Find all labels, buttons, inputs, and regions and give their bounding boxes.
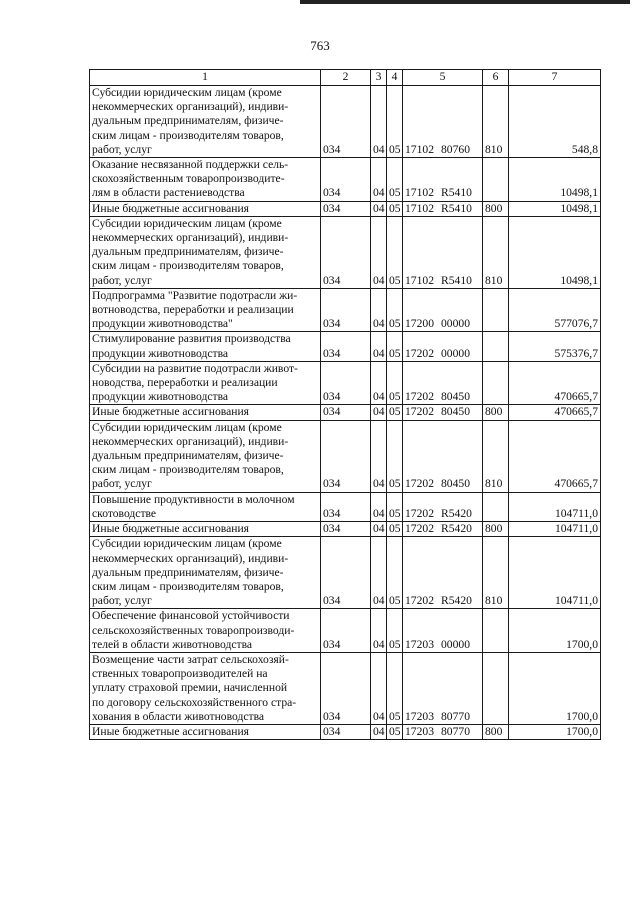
row-expense-type xyxy=(483,288,509,332)
row-name-line: некоммерческих организаций), индиви- xyxy=(92,551,289,565)
row-subsection-code: 05 xyxy=(387,332,403,361)
row-subsection-code: 05 xyxy=(387,86,403,158)
row-ministry-code: 034 xyxy=(321,332,371,361)
row-subsection-code: 05 xyxy=(387,201,403,216)
table-row xyxy=(90,609,601,653)
table-row xyxy=(90,724,601,739)
row-name-line: по договору сельскохозяйственного стра- xyxy=(92,695,297,709)
row-name-line: Субсидии юридическим лицам (кроме xyxy=(92,86,282,99)
table-row xyxy=(90,492,601,521)
row-target-code xyxy=(403,288,483,332)
row-target-code-direction: R5410 xyxy=(441,201,472,215)
row-name-line: Субсидии на развитие подотрасли живот- xyxy=(92,361,298,375)
row-amount: 104711,0 xyxy=(509,522,601,537)
row-expense-type: 810 xyxy=(483,216,509,288)
table-row xyxy=(90,361,601,405)
header-col-7: 7 xyxy=(509,70,601,86)
row-section-code: 04 xyxy=(371,405,387,420)
row-section-code: 04 xyxy=(371,216,387,288)
row-target-code-program: 17203 xyxy=(405,709,434,723)
row-name-line: Субсидии юридическим лицам (кроме xyxy=(92,216,282,230)
row-target-code-direction: R5420 xyxy=(441,522,472,536)
row-target-code-direction: 80760 xyxy=(441,142,470,156)
row-name xyxy=(90,492,321,521)
row-target-code-program: 17202 xyxy=(405,346,434,360)
row-name-line: Субсидии юридическим лицам (кроме xyxy=(92,420,282,434)
row-name-line: ским лицам - производителям товаров, xyxy=(92,463,284,477)
row-expense-type xyxy=(483,492,509,521)
row-name xyxy=(90,201,321,216)
row-expense-type xyxy=(483,609,509,653)
row-ministry-code: 034 xyxy=(321,405,371,420)
row-amount: 10498,1 xyxy=(509,158,601,202)
row-expense-type: 810 xyxy=(483,420,509,492)
row-subsection-code: 05 xyxy=(387,609,403,653)
row-ministry-code: 034 xyxy=(321,86,371,158)
row-name-line: ственных товаропроизводителей на xyxy=(92,667,268,681)
row-section-code: 04 xyxy=(371,158,387,202)
row-ministry-code: 034 xyxy=(321,288,371,332)
row-name xyxy=(90,522,321,537)
row-target-code xyxy=(403,420,483,492)
row-target-code xyxy=(403,405,483,420)
row-target-code-direction: R5410 xyxy=(441,186,472,200)
row-amount: 10498,1 xyxy=(509,201,601,216)
row-subsection-code: 05 xyxy=(387,492,403,521)
row-section-code: 04 xyxy=(371,492,387,521)
table-row xyxy=(90,652,601,724)
row-expense-type xyxy=(483,361,509,405)
row-section-code: 04 xyxy=(371,522,387,537)
row-ministry-code: 034 xyxy=(321,492,371,521)
row-amount: 470665,7 xyxy=(509,405,601,420)
row-subsection-code: 05 xyxy=(387,158,403,202)
row-section-code: 04 xyxy=(371,288,387,332)
row-expense-type: 810 xyxy=(483,537,509,609)
row-amount: 470665,7 xyxy=(509,420,601,492)
row-name-line: продукции животноводства xyxy=(92,390,229,404)
row-amount: 575376,7 xyxy=(509,332,601,361)
row-target-code-direction: R5410 xyxy=(441,273,472,287)
row-name-line: дуальным предпринимателям, физиче- xyxy=(92,245,284,259)
row-target-code-program: 17203 xyxy=(405,724,434,738)
row-expense-type xyxy=(483,158,509,202)
row-target-code xyxy=(403,216,483,288)
row-name-line: Иные бюджетные ассигнования xyxy=(92,201,249,215)
row-name-line: дуальным предпринимателям, физиче- xyxy=(92,565,284,579)
table-row xyxy=(90,537,601,609)
row-target-code-direction: 80770 xyxy=(441,724,470,738)
row-target-code-program: 17202 xyxy=(405,477,434,491)
row-target-code-program: 17102 xyxy=(405,142,434,156)
header-col-5: 5 xyxy=(403,70,483,86)
row-subsection-code: 05 xyxy=(387,522,403,537)
row-target-code xyxy=(403,492,483,521)
row-name-line: скохозяйственным товаропроизводите- xyxy=(92,172,285,186)
row-amount: 548,8 xyxy=(509,86,601,158)
row-name-line: Стимулирование развития производства xyxy=(92,332,291,346)
row-subsection-code: 05 xyxy=(387,361,403,405)
row-name-line: некоммерческих организаций), индиви- xyxy=(92,231,289,245)
row-expense-type: 800 xyxy=(483,724,509,739)
table-row xyxy=(90,86,601,158)
row-subsection-code: 05 xyxy=(387,405,403,420)
row-name-line: уплату страховой премии, начисленной xyxy=(92,681,288,695)
row-target-code xyxy=(403,158,483,202)
row-target-code-program: 17203 xyxy=(405,637,434,651)
header-col-3: 3 xyxy=(371,70,387,86)
header-col-6: 6 xyxy=(483,70,509,86)
row-name-line: Возмещение части затрат сельскохозяй- xyxy=(92,652,289,666)
header-col-4: 4 xyxy=(387,70,403,86)
row-name-line: ским лицам - производителям товаров, xyxy=(92,579,284,593)
header-row xyxy=(90,70,601,86)
row-target-code-direction: 00000 xyxy=(441,637,470,651)
row-name-line: Иные бюджетные ассигнования xyxy=(92,405,249,419)
row-target-code-program: 17202 xyxy=(405,594,434,608)
row-subsection-code: 05 xyxy=(387,652,403,724)
table-row xyxy=(90,288,601,332)
row-subsection-code: 05 xyxy=(387,724,403,739)
row-name-line: работ, услуг xyxy=(92,477,152,491)
table-row xyxy=(90,158,601,202)
row-expense-type: 800 xyxy=(483,522,509,537)
row-target-code-direction: 80770 xyxy=(441,709,470,723)
row-name-line: некоммерческих организаций), индиви- xyxy=(92,434,289,448)
row-section-code: 04 xyxy=(371,724,387,739)
row-target-code xyxy=(403,86,483,158)
row-section-code: 04 xyxy=(371,201,387,216)
row-name-line: работ, услуг xyxy=(92,273,152,287)
row-subsection-code: 05 xyxy=(387,537,403,609)
row-target-code xyxy=(403,361,483,405)
row-name-line: дуальным предпринимателям, физиче- xyxy=(92,449,284,463)
row-section-code: 04 xyxy=(371,652,387,724)
row-target-code xyxy=(403,652,483,724)
row-target-code-program: 17202 xyxy=(405,405,434,419)
row-target-code-program: 17102 xyxy=(405,186,434,200)
header-col-1: 1 xyxy=(90,70,321,86)
row-section-code: 04 xyxy=(371,537,387,609)
row-ministry-code: 034 xyxy=(321,537,371,609)
header-col-2: 2 xyxy=(321,70,371,86)
table-row xyxy=(90,216,601,288)
row-name xyxy=(90,332,321,361)
row-amount: 10498,1 xyxy=(509,216,601,288)
row-name xyxy=(90,405,321,420)
row-name-line: Обеспечение финансовой устойчивости xyxy=(92,609,290,623)
row-expense-type xyxy=(483,332,509,361)
row-target-code-direction: 00000 xyxy=(441,346,470,360)
row-name xyxy=(90,158,321,202)
row-name xyxy=(90,609,321,653)
row-target-code-program: 17102 xyxy=(405,273,434,287)
row-name-line: работ, услуг xyxy=(92,594,152,608)
row-amount: 470665,7 xyxy=(509,361,601,405)
row-subsection-code: 05 xyxy=(387,288,403,332)
row-name-line: Иные бюджетные ассигнования xyxy=(92,724,249,738)
row-ministry-code: 034 xyxy=(321,420,371,492)
row-name xyxy=(90,537,321,609)
row-target-code-direction: 00000 xyxy=(441,317,470,331)
table-row xyxy=(90,522,601,537)
row-name-line: вотноводства, переработки и реализации xyxy=(92,303,294,317)
row-name-line: дуальным предпринимателям, физиче- xyxy=(92,114,284,128)
table-row xyxy=(90,201,601,216)
row-amount: 577076,7 xyxy=(509,288,601,332)
row-section-code: 04 xyxy=(371,86,387,158)
row-name-line: хования в области животноводства xyxy=(92,709,265,723)
row-name-line: Субсидии юридическим лицам (кроме xyxy=(92,537,282,551)
row-target-code-program: 17202 xyxy=(405,522,434,536)
row-target-code-program: 17200 xyxy=(405,317,434,331)
row-subsection-code: 05 xyxy=(387,420,403,492)
top-edge-rule xyxy=(300,0,630,4)
row-target-code xyxy=(403,537,483,609)
row-name-line: Подпрограмма "Развитие подотрасли жи- xyxy=(92,288,298,302)
row-target-code-direction: 80450 xyxy=(441,477,470,491)
row-name-line: Иные бюджетные ассигнования xyxy=(92,522,249,536)
row-name-line: Повышение продуктивности в молочном xyxy=(92,492,295,506)
row-name xyxy=(90,86,321,158)
row-amount: 104711,0 xyxy=(509,537,601,609)
row-target-code-direction: R5420 xyxy=(441,506,472,520)
row-section-code: 04 xyxy=(371,361,387,405)
row-ministry-code: 034 xyxy=(321,609,371,653)
row-target-code-direction: 80450 xyxy=(441,405,470,419)
row-name xyxy=(90,420,321,492)
row-amount: 1700,0 xyxy=(509,724,601,739)
row-name xyxy=(90,361,321,405)
row-name-line: работ, услуг xyxy=(92,142,152,156)
row-target-code-program: 17102 xyxy=(405,201,434,215)
row-name xyxy=(90,724,321,739)
row-name-line: ским лицам - производителям товаров, xyxy=(92,259,284,273)
row-section-code: 04 xyxy=(371,609,387,653)
row-expense-type: 810 xyxy=(483,86,509,158)
row-ministry-code: 034 xyxy=(321,652,371,724)
row-target-code xyxy=(403,609,483,653)
row-amount: 1700,0 xyxy=(509,609,601,653)
row-amount: 1700,0 xyxy=(509,652,601,724)
row-name-line: новодства, переработки и реализации xyxy=(92,376,278,390)
row-expense-type: 800 xyxy=(483,201,509,216)
table-row xyxy=(90,332,601,361)
row-name-line: продукции животноводства" xyxy=(92,317,233,331)
row-ministry-code: 034 xyxy=(321,158,371,202)
row-ministry-code: 034 xyxy=(321,361,371,405)
table-row xyxy=(90,405,601,420)
row-ministry-code: 034 xyxy=(321,201,371,216)
row-expense-type: 800 xyxy=(483,405,509,420)
row-target-code xyxy=(403,201,483,216)
row-target-code-direction: R5420 xyxy=(441,594,472,608)
row-amount: 104711,0 xyxy=(509,492,601,521)
row-target-code-program: 17202 xyxy=(405,506,434,520)
row-target-code xyxy=(403,724,483,739)
row-name-line: скотоводстве xyxy=(92,506,157,520)
row-name-line: лям в области растениеводства xyxy=(92,186,245,200)
row-target-code xyxy=(403,332,483,361)
row-name-line: телей в области животноводства xyxy=(92,637,253,651)
row-section-code: 04 xyxy=(371,420,387,492)
row-target-code-program: 17202 xyxy=(405,390,434,404)
row-name-line: ским лицам - производителям товаров, xyxy=(92,128,284,142)
row-subsection-code: 05 xyxy=(387,216,403,288)
row-name-line: продукции животноводства xyxy=(92,346,229,360)
row-name xyxy=(90,652,321,724)
table-row xyxy=(90,420,601,492)
table-body xyxy=(90,86,601,740)
row-name-line: некоммерческих организаций), индиви- xyxy=(92,100,289,114)
row-name xyxy=(90,216,321,288)
row-name-line: Оказание несвязанной поддержки сель- xyxy=(92,158,289,172)
row-section-code: 04 xyxy=(371,332,387,361)
row-target-code-direction: 80450 xyxy=(441,390,470,404)
row-name xyxy=(90,288,321,332)
row-ministry-code: 034 xyxy=(321,724,371,739)
page-number: 763 xyxy=(310,38,330,53)
row-target-code xyxy=(403,522,483,537)
row-ministry-code: 034 xyxy=(321,216,371,288)
row-ministry-code: 034 xyxy=(321,522,371,537)
row-name-line: сельскохозяйственных товаропроизводи- xyxy=(92,623,295,637)
row-expense-type xyxy=(483,652,509,724)
budget-table xyxy=(89,69,601,740)
